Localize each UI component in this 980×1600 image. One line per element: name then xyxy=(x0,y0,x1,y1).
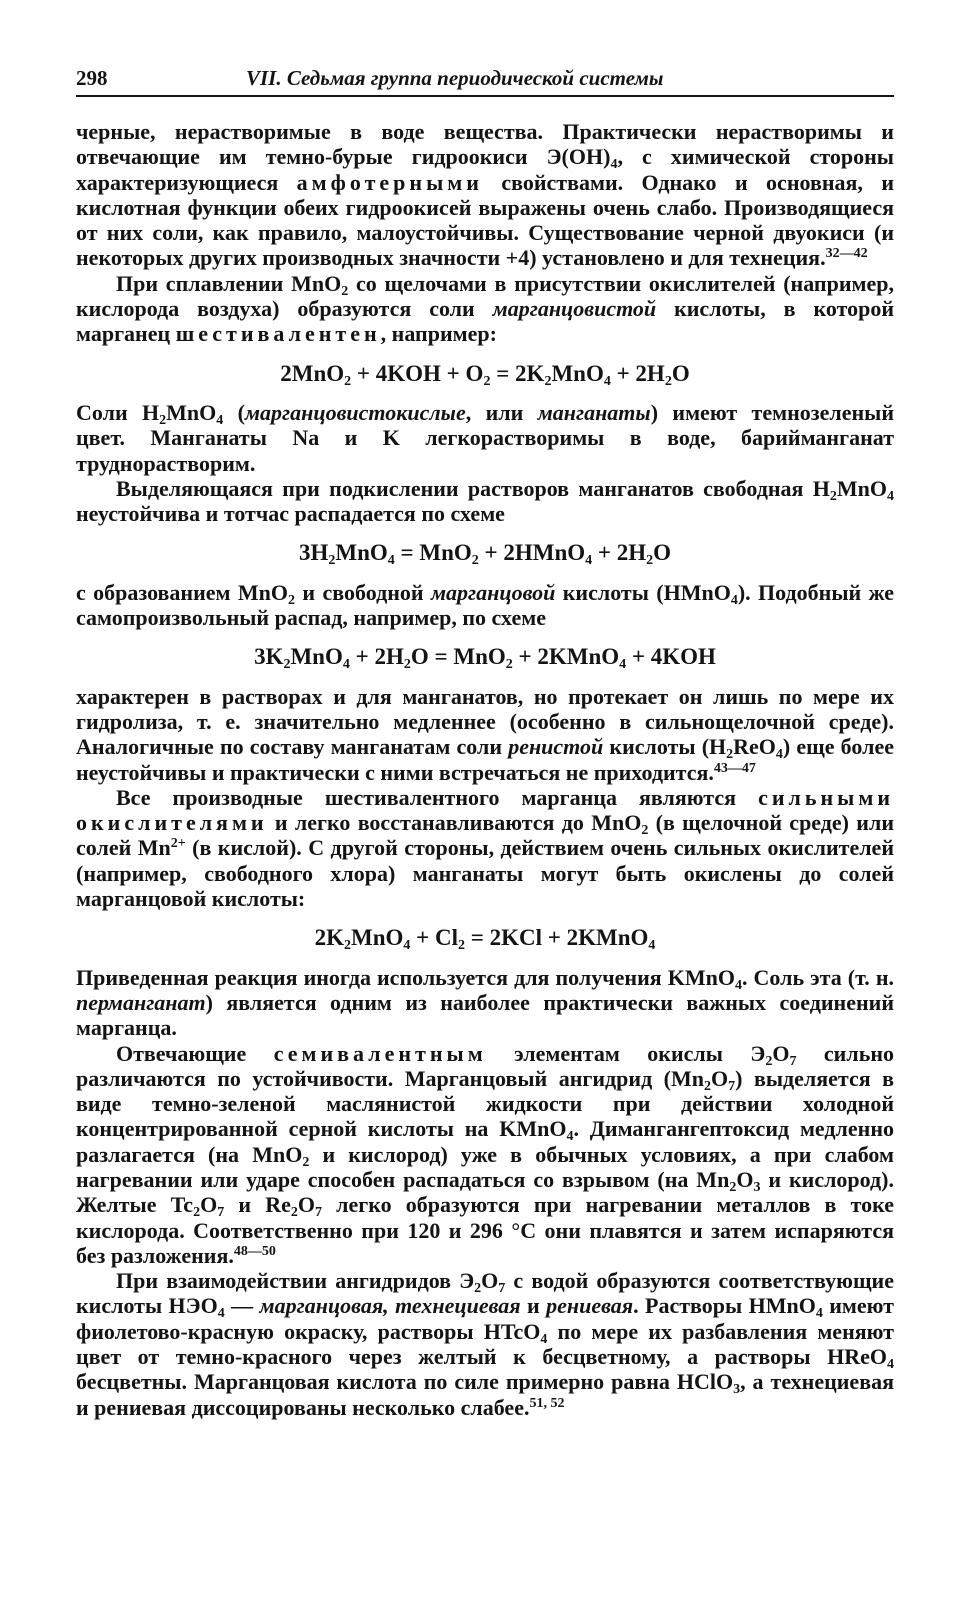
text-run: Все производные шестивалентного марганца являются xyxy=(116,784,759,810)
text-run: элементам окислы Э xyxy=(486,1040,766,1066)
eq-run: + 2H xyxy=(592,540,647,566)
italic-term: ренистой xyxy=(508,734,604,760)
text-run: При сплавлении MnO xyxy=(116,270,342,296)
subscript: 4 xyxy=(887,488,894,504)
subscript: 4 xyxy=(403,938,411,954)
italic-term: марганцовой xyxy=(430,579,556,605)
text-run: (в щелочной среде) или солей Mn xyxy=(76,810,894,861)
subscript: 2 xyxy=(474,1281,482,1297)
text-run: Приведенная реакция иногда используется для получения KMnO xyxy=(76,964,735,990)
italic-term: марганцовая, технециевая xyxy=(259,1293,521,1319)
page-number: 298 xyxy=(76,66,108,90)
subscript: 2 xyxy=(641,823,649,839)
subscript: 2 xyxy=(344,373,352,389)
text-run: O xyxy=(200,1192,218,1218)
subscript: 2 xyxy=(193,1205,201,1221)
text-run: и Re xyxy=(224,1192,291,1218)
text-run: характерен в растворах и для манганатов, но протекает он лишь по мере их гидролиза, т. е. значительно медленнее (особенно в сильнощелочной среде). Аналогичные по составу манганатам соли xyxy=(76,683,894,760)
subscript: 2 xyxy=(729,1179,737,1195)
eq-run: 2MnO xyxy=(280,360,345,386)
text-run: имеют фиолетово-красную окраску, растворы HTcO xyxy=(76,1293,894,1344)
text-run: со щелочами в присутствии окислителей (например, кислорода воздуха) образуются соли xyxy=(76,270,894,322)
text-run: Соли H xyxy=(76,399,160,425)
italic-term: перманганат xyxy=(76,989,206,1015)
eq-run: MnO xyxy=(335,540,388,566)
text-run: O xyxy=(711,1065,729,1091)
text-run: свойствами. Однако и основная, и кислотная функции обеих гидроокисей выражены очень слабо. Производящиеся от них соли, как правило, малоустойчивы. Существование черной двуокиси (и некоторых других производных значности +4) установлено и для технеция. xyxy=(76,169,895,271)
paragraph-5 xyxy=(76,580,894,631)
eq-run: 3H xyxy=(298,540,329,566)
text-run: по мере их разбавления меняют цвет от темно-красного через желтый к бесцветному, а растворы HReO xyxy=(76,1318,894,1370)
spaced-emphasis: шестивалентен xyxy=(175,321,381,347)
text-run: MnO xyxy=(166,399,217,425)
text-run: Отвечающие xyxy=(116,1040,274,1066)
eq-run: 3K xyxy=(254,644,284,670)
text-run: При взаимодействии ангидридов Э xyxy=(116,1268,475,1294)
running-title: VII. Седьмая группа периодической системы xyxy=(246,66,664,90)
text-run: , или xyxy=(465,399,538,425)
paragraph-3 xyxy=(76,400,894,476)
subscript: 2 xyxy=(288,592,296,608)
subscript: 2 xyxy=(458,938,465,954)
spaced-emphasis: амфотерными xyxy=(296,169,483,195)
text-run: черные, нерастворимые в воде вещества. Практически нерастворимы и отвечающие им темно-бурые гидроокиси Э(OH) xyxy=(76,119,894,170)
text-run: Выделяющаяся при подкислении растворов манганатов свободная H xyxy=(116,475,830,501)
eq-run: + 4KOH + O xyxy=(351,360,484,386)
subscript: 2 xyxy=(341,283,349,299)
subscript: 4 xyxy=(217,1306,225,1322)
subscript: 2 xyxy=(544,373,552,389)
text-run: ) является одним из наиболее практически важных соединений марганца. xyxy=(76,989,894,1041)
equation-1 xyxy=(76,360,894,389)
eq-run: + 4KOH xyxy=(626,644,716,670)
subscript: 4 xyxy=(887,1357,894,1373)
eq-run: + Cl xyxy=(410,925,458,951)
paragraph-9 xyxy=(76,1041,894,1269)
text-run: . Растворы HMnO xyxy=(633,1293,816,1319)
text-run: ( xyxy=(223,399,245,425)
text-run: бесцветны. Марганцовая кислота по силе примерно равна HClO xyxy=(76,1369,734,1395)
italic-term: марганцовистокислые xyxy=(244,399,466,425)
text-run: кислоты (H xyxy=(603,734,727,760)
eq-run: O xyxy=(653,540,672,566)
eq-run: + 2HMnO xyxy=(478,540,586,566)
text-run: , а технециевая и рениевая диссоцированы несколько слабее. xyxy=(76,1369,894,1420)
subscript: 4 xyxy=(610,157,618,173)
equation-2 xyxy=(76,540,894,569)
text-run: ) выделяется в виде темно-зеленой маслянистой жидкости при действии холодной концентрированной серной кислоты на KMnO xyxy=(76,1065,894,1142)
eq-run: MnO xyxy=(290,644,343,670)
subscript: 4 xyxy=(730,592,738,608)
text-run: O xyxy=(772,1040,790,1066)
subscript: 2 xyxy=(646,553,654,569)
paragraph-1 xyxy=(76,119,894,271)
spaced-emphasis: семивалентным xyxy=(273,1040,487,1066)
text-run: . Димангангептоксид медленно разлагается (на MnO xyxy=(76,1116,894,1167)
italic-term: рениевая xyxy=(546,1293,634,1319)
text-run: неустойчива и тотчас распадается по схеме xyxy=(76,501,505,527)
eq-run: = 2K xyxy=(490,360,545,386)
eq-run: 2K xyxy=(314,925,344,951)
equation-4 xyxy=(76,925,894,954)
paragraph-4 xyxy=(76,476,894,527)
eq-run: + 2KMnO xyxy=(512,644,620,670)
text-run: с образованием MnO xyxy=(76,579,289,605)
text-run: легко образуются при нагревании металлов в токе кислорода. Соответственно при 120 и 296 °C они плавятся и затем испаряются без разложения. xyxy=(76,1192,894,1268)
reference-mark: 43—47 xyxy=(713,760,756,776)
reference-mark: 51, 52 xyxy=(529,1395,565,1411)
eq-run: O = MnO xyxy=(410,644,506,670)
text-run: ) еще более неустойчивы и практически с ними встречаться не приходится. xyxy=(76,734,894,785)
subscript: 2 xyxy=(344,938,351,954)
text-run: . Соль эта (т. н. xyxy=(741,964,894,990)
subscript: 4 xyxy=(216,412,224,428)
text-run: сильно различаются по устойчивости. Марганцовый ангидрид (Mn xyxy=(76,1040,895,1091)
text-run: и кислород). Желтые Tc xyxy=(76,1166,894,1218)
paragraph-6 xyxy=(76,684,894,785)
spaced-emphasis: сильными окислителями xyxy=(76,784,894,836)
superscript: 2+ xyxy=(170,836,186,852)
paragraph-8 xyxy=(76,965,894,1041)
subscript: 2 xyxy=(302,1154,310,1170)
subscript: 2 xyxy=(664,373,672,389)
eq-run: MnO xyxy=(351,925,404,951)
text-run: ). Подобный же самопроизвольный распад, например, по схеме xyxy=(76,579,895,631)
eq-run: O xyxy=(671,360,690,386)
body-text xyxy=(76,119,894,1420)
paragraph-7 xyxy=(76,785,894,911)
text-run: ReO xyxy=(733,734,776,760)
paragraph-2 xyxy=(76,271,894,347)
text-run: и кислород) уже в обычных условиях, а при слабом нагревании или ударе способен распадаться со взрывом (на Mn xyxy=(76,1141,894,1192)
text-run: и свободной xyxy=(295,579,431,605)
equation-3 xyxy=(76,644,894,673)
subscript: 2 xyxy=(328,553,336,569)
subscript: 4 xyxy=(387,553,395,569)
text-run: (в кислой). С другой стороны, действием очень сильных окислителей (например, свободного хлора) манганаты могут быть окислены до солей марганцовой кислоты: xyxy=(76,835,894,912)
subscript: 7 xyxy=(728,1078,736,1094)
eq-run: = MnO xyxy=(394,540,472,566)
subscript: 7 xyxy=(314,1205,322,1221)
eq-run: MnO xyxy=(551,360,604,386)
text-run: кислоты (HMnO xyxy=(555,579,731,605)
subscript: 2 xyxy=(483,373,491,389)
text-run: MnO xyxy=(836,475,887,501)
subscript: 4 xyxy=(342,657,350,673)
subscript: 2 xyxy=(159,412,167,428)
text-run: ) имеют темнозеленый цвет. Манганаты Na и K легкорастворимы в воде, барийманганат труднорастворим. xyxy=(76,399,895,476)
subscript: 2 xyxy=(765,1053,773,1069)
subscript: 4 xyxy=(734,977,742,993)
subscript: 4 xyxy=(585,553,593,569)
text-run: с водой образуются соответствующие кислоты HЭO xyxy=(76,1268,894,1319)
italic-term: манганаты xyxy=(537,399,651,425)
subscript: 7 xyxy=(789,1053,797,1069)
text-run: — xyxy=(224,1293,260,1319)
subscript: 4 xyxy=(540,1331,548,1347)
subscript: 4 xyxy=(603,373,611,389)
italic-term: марганцовистой xyxy=(492,296,657,322)
text-run: , например: xyxy=(380,321,497,347)
subscript: 2 xyxy=(290,1205,298,1221)
subscript: 4 xyxy=(648,938,656,954)
subscript: 4 xyxy=(619,657,627,673)
text-run: , с химической стороны характеризующиеся xyxy=(76,144,894,195)
text-run: O xyxy=(736,1166,754,1192)
text-run: кислоты, в которой марганец xyxy=(76,296,894,347)
subscript: 7 xyxy=(498,1281,506,1297)
page-header xyxy=(76,66,894,97)
subscript: 3 xyxy=(753,1179,761,1195)
eq-run: + 2H xyxy=(349,644,404,670)
text-run: O xyxy=(481,1268,499,1294)
subscript: 4 xyxy=(775,747,783,763)
text-run: O xyxy=(297,1192,315,1218)
subscript: 2 xyxy=(829,488,837,504)
book-page xyxy=(76,66,894,1420)
subscript: 2 xyxy=(505,657,513,673)
eq-run: + 2H xyxy=(610,360,665,386)
subscript: 3 xyxy=(733,1382,741,1398)
subscript: 7 xyxy=(217,1205,225,1221)
reference-mark: 32—42 xyxy=(825,246,868,262)
subscript: 2 xyxy=(403,657,411,673)
subscript: 2 xyxy=(704,1078,712,1094)
text-run: и легко восстанавливаются до MnO xyxy=(267,810,642,836)
subscript: 4 xyxy=(566,1129,574,1145)
text-run: и xyxy=(520,1293,547,1319)
subscript: 4 xyxy=(815,1306,823,1322)
subscript: 2 xyxy=(726,747,734,763)
subscript: 2 xyxy=(471,553,479,569)
eq-run: = 2KCl + 2KMnO xyxy=(465,925,649,951)
reference-mark: 48—50 xyxy=(233,1243,276,1259)
subscript: 2 xyxy=(283,657,291,673)
paragraph-10 xyxy=(76,1268,894,1420)
